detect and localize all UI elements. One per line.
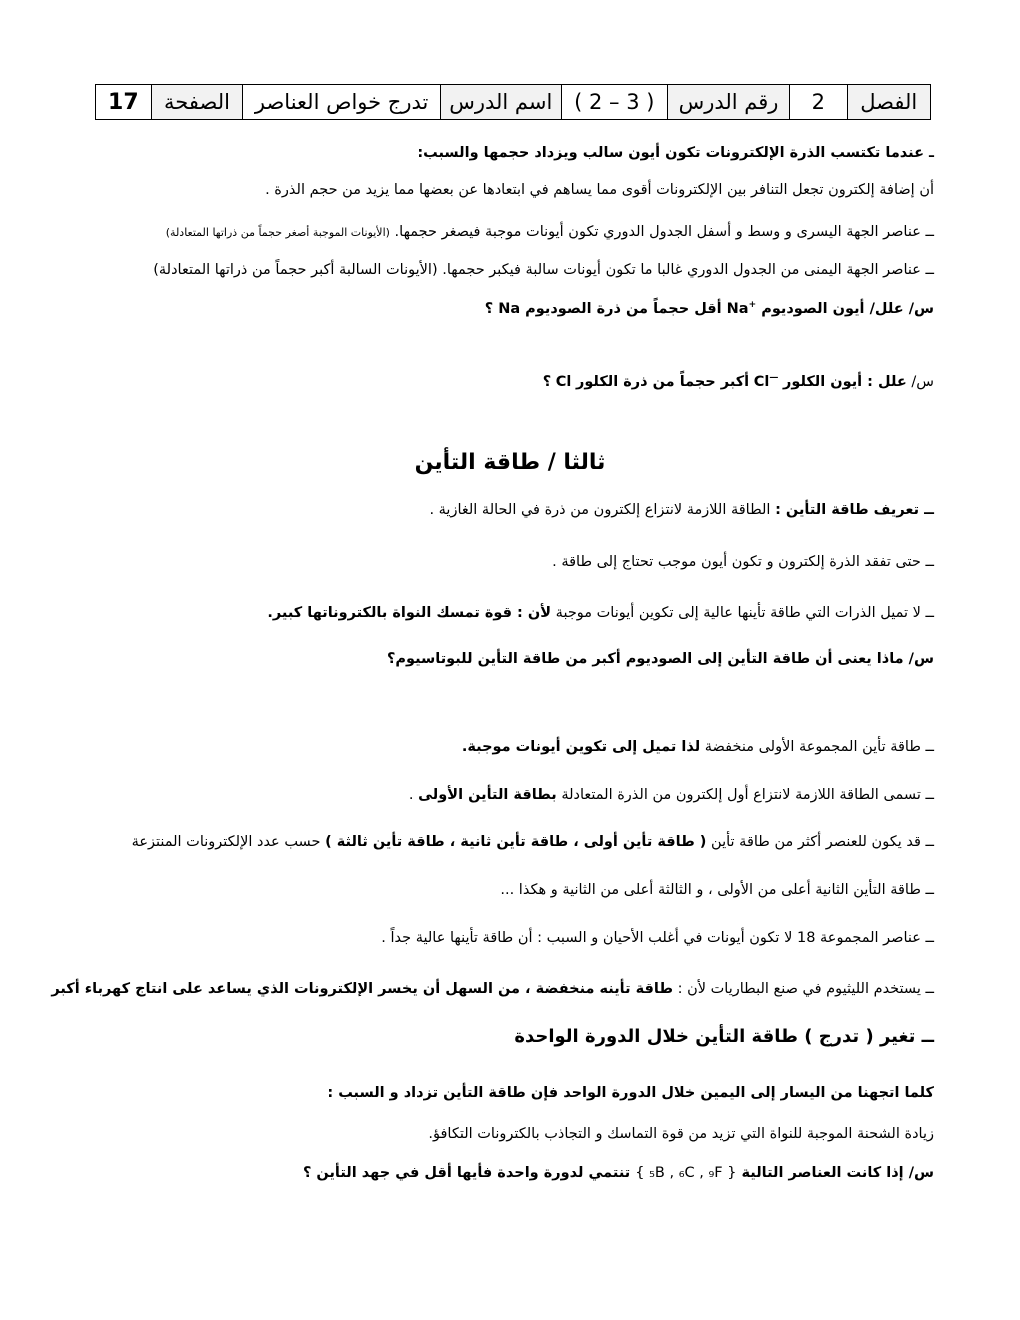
group18-note: ــ عناصر المجموعة 18 لا تكون أيونات في أغلب الأحيان و السبب : أن طاقة تأينها عالية جداً . bbox=[381, 930, 934, 946]
question-mark: ؟ bbox=[542, 373, 552, 390]
question-chlorine-larger: أكبر حجماً من ذرة الكلور bbox=[575, 373, 750, 390]
sodium-ion-formula: Na bbox=[726, 300, 749, 317]
sodium-ion-question bbox=[485, 300, 934, 317]
multiple-ionization-note bbox=[132, 834, 934, 850]
chlorine-ion-question bbox=[543, 373, 934, 390]
ionization-order-note: ــ طاقة التأين الثانية أعلى من الأولى ، و الثالثة أعلى من الثانية و هكذا ... bbox=[500, 882, 934, 898]
definition-text: الطاقة اللازمة لانتزاع إلكترون من ذرة في الحالة الغازية . bbox=[429, 502, 771, 518]
lesson-number-label: رقم الدرس bbox=[668, 85, 790, 120]
ion-size-heading: ـ عندما تكتسب الذرة الإلكترونات تكون أيون سالب ويزداد حجمها والسبب: bbox=[417, 145, 934, 161]
elements-question bbox=[303, 1165, 934, 1181]
lesson-number-value: ( 3 – 2 ) bbox=[561, 85, 668, 120]
left-elements-text: ــ عناصر الجهة اليسرى و وسط و أسفل الجدول الدوري تكون أيونات موجبة فيصغر حجمها. bbox=[394, 224, 934, 240]
electron-repulsion-reason: أن إضافة إلكترون تجعل التنافر بين الإلكترونات أقوى مما يساهم في ابتعادها عن بعضها مما يزيد من حجم الذرة . bbox=[265, 182, 934, 198]
lithium-reason: طاقة تأينه منخفضة ، من السهل أن يخسر الإلكترونات الذي يساعد على انتاج كهرباء أكبر bbox=[51, 981, 674, 997]
lesson-header-table bbox=[95, 84, 931, 120]
chlorine-ion-symbol bbox=[754, 374, 779, 390]
high-ionization-note bbox=[267, 605, 934, 621]
negative-ion-note: (الأيونات السالبة أكبر حجماً من ذراتها المتعادلة) bbox=[153, 262, 438, 278]
group1-text: ــ طاقة تأين المجموعة الأولى منخفضة bbox=[704, 739, 934, 755]
period-trend-heading: ــ تغير ( تدرج ) طاقة التأين خلال الدورة الواحدة bbox=[514, 1026, 934, 1047]
positive-ion-note: (الأيونات الموجبة أصغر حجماً من ذراتها المتعادلة) bbox=[165, 226, 390, 239]
right-elements-note bbox=[153, 262, 934, 278]
period-trend-reason: زيادة الشحنة الموجبة للنواة التي تزيد من قوة التماسك و التجاذب بالكترونات التكافؤ. bbox=[428, 1126, 934, 1142]
chapter-value: 2 bbox=[790, 85, 848, 120]
chlorine-ion-charge: — bbox=[769, 373, 779, 383]
question-chlorine-text: علل : أيون الكلور bbox=[783, 373, 907, 390]
group1-note bbox=[462, 739, 934, 755]
high-ionization-reason: لأن : قوة تمسك النواة بالكتروناتها كبير. bbox=[267, 605, 552, 621]
question-mark: ؟ bbox=[484, 300, 494, 317]
question-sodium-smaller: أقل حجماً من ذرة الصوديوم bbox=[525, 300, 722, 317]
multiple-ionization-text: ــ قد يكون للعنصر أكثر من طاقة تأين bbox=[711, 834, 934, 850]
first-ionization-term: بطاقة التأين الأولى bbox=[418, 787, 557, 803]
sodium-potassium-question: س/ ماذا يعنى أن طاقة التأين إلى الصوديوم أكبر من طاقة التأين للبوتاسيوم؟ bbox=[386, 651, 934, 667]
sodium-atom-symbol: Na bbox=[498, 300, 521, 317]
sodium-ion-symbol bbox=[727, 301, 756, 317]
sodium-ion-charge: + bbox=[748, 300, 757, 310]
question-prefix: س/ bbox=[911, 373, 934, 390]
ionization-energy-title: ثالثا / طاقة التأين bbox=[414, 450, 606, 475]
period-trend-rule: كلما اتجهنا من اليسار إلى اليمين خلال الدورة الواحد فإن طاقة التأين تزداد و السبب : bbox=[327, 1085, 934, 1101]
definition-label: ــ تعريف طاقة التأين : bbox=[775, 502, 934, 518]
lesson-name-value: تدرج خواص العناصر bbox=[243, 85, 441, 120]
question-sodium-text: س/ علل/ أيون الصوديوم bbox=[761, 300, 934, 317]
left-elements-note bbox=[166, 224, 934, 240]
multiple-ionization-end: حسب عدد الإلكترونات المنتزعة bbox=[131, 834, 321, 850]
chapter-label: الفصل bbox=[847, 85, 930, 120]
page-number: 17 bbox=[96, 85, 152, 120]
lesson-name-label: اسم الدرس bbox=[441, 85, 562, 120]
lithium-battery-note bbox=[51, 981, 934, 997]
ionization-levels-list: ( طاقة تأين أولى ، طاقة تأين ثانية ، طاقة تأين ثالثة ) bbox=[325, 834, 707, 850]
energy-needed-note: ــ حتى تفقد الذرة إلكترون و تكون أيون موجب تحتاج إلى طاقة . bbox=[552, 554, 934, 570]
elements-question-text: س/ إذا كانت العناصر التالية bbox=[741, 1165, 934, 1181]
elements-set: { ₅B , ₆C , ₉F } bbox=[635, 1165, 737, 1181]
high-ionization-text: ــ لا تميل الذرات التي طاقة تأينها عالية إلى تكوين أيونات موجبة bbox=[555, 605, 934, 621]
chlorine-atom-symbol: Cl bbox=[555, 373, 572, 390]
ionization-definition bbox=[429, 502, 934, 518]
group1-conclusion: لذا تميل إلى تكوين أيونات موجبة. bbox=[461, 739, 701, 755]
page-label: الصفحة bbox=[151, 85, 243, 120]
right-elements-text: ــ عناصر الجهة اليمنى من الجدول الدوري غالبا ما تكون أيونات سالبة فيكبر حجمها. bbox=[442, 262, 934, 278]
sentence-end: . bbox=[408, 787, 414, 803]
elements-question-end: تنتمي لدورة واحدة فأيها أقل في جهد التأين ؟ bbox=[302, 1165, 631, 1181]
first-ionization-text: ــ تسمى الطاقة اللازمة لانتزاع أول إلكترون من الذرة المتعادلة bbox=[561, 787, 934, 803]
lithium-text: ــ يستخدم الليثيوم في صنع البطاريات لأن : bbox=[677, 981, 934, 997]
chlorine-ion-formula: Cl bbox=[753, 373, 770, 390]
first-ionization-note bbox=[409, 787, 934, 803]
